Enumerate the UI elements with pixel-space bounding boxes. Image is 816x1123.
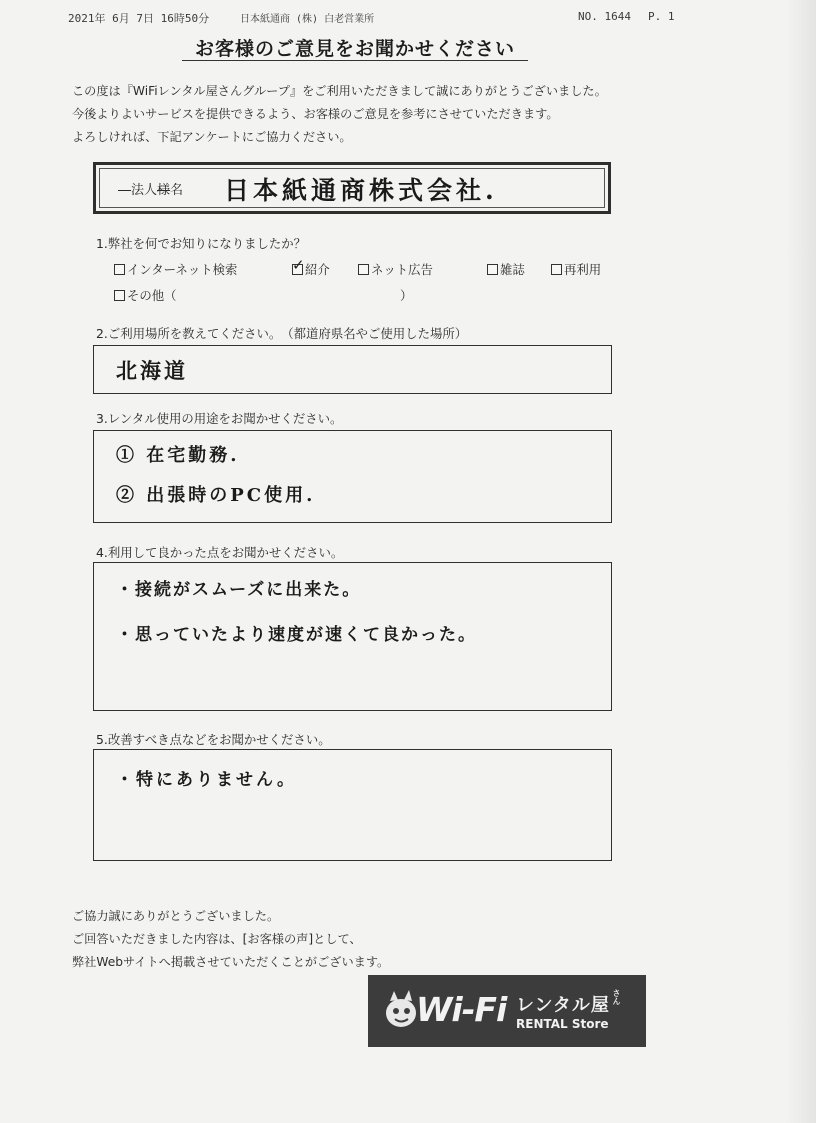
option-reuse[interactable]: [551, 260, 601, 278]
title-underline: [182, 60, 528, 61]
question-1-label: 1.弊社を何でお知りになりましたか？: [96, 236, 307, 251]
fax-number: NO. 1644: [578, 10, 631, 23]
wifi-rental-store-logo: [368, 975, 646, 1047]
option-label: ネット広告: [371, 262, 433, 277]
fax-page-number: P. 1: [648, 10, 675, 23]
option-label: インターネット検索: [127, 262, 238, 277]
option-other[interactable]: [114, 286, 177, 304]
option-net-ad[interactable]: [358, 260, 433, 278]
fax-sender: 日本紙通商 (株) 白老営業所: [240, 14, 375, 25]
checkbox-checked[interactable]: [292, 256, 305, 275]
option-label: 雑誌: [500, 262, 525, 277]
logo-english-text: RENTAL Store: [516, 1017, 609, 1031]
company-name-handwritten: 日本紙通商株式会社.: [224, 176, 498, 205]
question-2-answer: 北海道: [116, 358, 188, 383]
struck-label-prefix: [118, 183, 131, 198]
question-3-label: 3.レンタル使用の用途をお聞かせください。: [96, 411, 343, 426]
logo-san-text: さん: [612, 989, 621, 1005]
option-label: 再利用: [564, 262, 602, 277]
label-name: 名: [170, 183, 184, 198]
option-referral[interactable]: [292, 256, 330, 278]
option-other-close-paren: ）: [400, 288, 413, 303]
question-4-answer-box[interactable]: [93, 562, 612, 711]
company-name-label: [118, 179, 183, 198]
checkbox[interactable]: [114, 264, 125, 275]
closing-line: ご協力誠にありがとうございました。: [72, 909, 280, 923]
closing-line: 弊社Webサイトへ掲載させていただくことがございます。: [72, 955, 390, 969]
question-5-answer-box[interactable]: [93, 749, 612, 861]
company-name-field[interactable]: [93, 162, 611, 214]
closing-text: [72, 905, 389, 974]
option-magazine[interactable]: [487, 260, 525, 278]
intro-text: [72, 80, 607, 149]
checkbox[interactable]: [114, 290, 125, 301]
checkbox[interactable]: [487, 264, 498, 275]
mascot-icon: [382, 989, 420, 1029]
check-mark-icon: ✓: [292, 256, 305, 274]
checkbox[interactable]: [551, 264, 562, 275]
question-3-answer-line: ② 出張時のPC使用.: [116, 485, 316, 506]
question-3-answer-box[interactable]: [93, 430, 612, 523]
paper-edge-shadow: [786, 0, 816, 1123]
closing-line: ご回答いただきました内容は、[お客様の声]として、: [72, 932, 362, 946]
fax-header: [0, 10, 816, 28]
struck-label-sama: 様: [157, 183, 171, 198]
intro-line: よろしければ、下記アンケートにご協力ください。: [72, 130, 352, 144]
logo-japanese-text: レンタル屋: [516, 995, 610, 1016]
option-internet-search[interactable]: [114, 260, 237, 278]
fax-datetime: 2021年 6月 7日 16時50分: [68, 12, 210, 25]
question-4-answer-line: ・思っていたより速度が速くて良かった。: [116, 625, 477, 645]
label-corporate: 法人: [131, 183, 158, 198]
question-2-label: 2.ご利用場所を教えてください。 （都道府県名やご使用した場所）: [96, 326, 468, 341]
option-label: 紹介: [305, 262, 330, 277]
question-2-answer-box[interactable]: [93, 345, 612, 394]
page-title: お客様のご意見をお聞かせください: [194, 38, 515, 60]
question-5-answer-line: ・特にありません。: [116, 770, 298, 790]
question-5-label: 5.改善すべき点などをお聞かせください。: [96, 732, 331, 747]
option-label: その他（: [127, 288, 177, 303]
question-3-answer-line: ① 在宅勤務.: [116, 445, 240, 466]
checkbox[interactable]: [358, 264, 369, 275]
intro-line: この度は『WiFiレンタル屋さんグループ』をご利用いただきまして誠にありがとうございました。: [72, 84, 607, 98]
logo-wifi-text: Wi-Fi: [416, 990, 507, 1029]
question-4-answer-line: ・接続がスムーズに出来た。: [116, 580, 362, 600]
question-4-label: 4.利用して良かった点をお聞かせください。: [96, 545, 344, 560]
intro-line: 今後よりよいサービスを提供できるよう、お客様のご意見を参考にさせていただきます。: [72, 107, 559, 121]
